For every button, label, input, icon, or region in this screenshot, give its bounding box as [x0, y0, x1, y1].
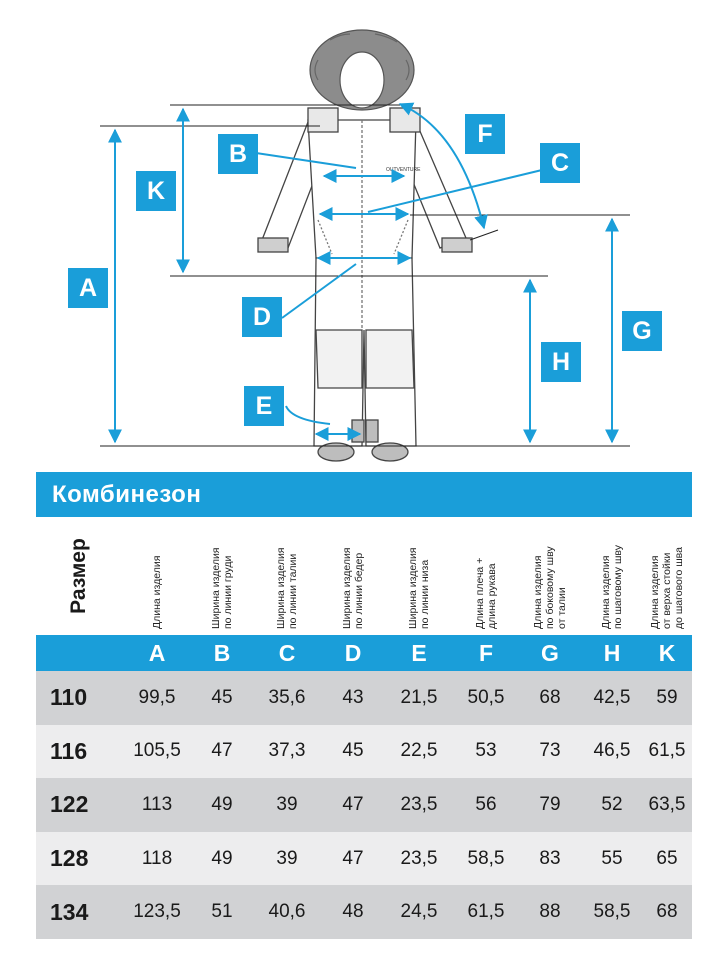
size-cell: 116 [50, 737, 88, 764]
table-body [36, 671, 692, 939]
size-cell: 128 [50, 845, 89, 872]
value-cell: 68 [656, 901, 678, 923]
header-desc: Ширина изделия по линии низа [407, 547, 431, 629]
value-cell: 68 [539, 686, 561, 708]
label-h: H [541, 342, 581, 382]
label-a: A [68, 268, 108, 308]
value-cell: 99,5 [138, 686, 176, 708]
column-letter: E [411, 639, 427, 666]
value-cell: 45 [211, 686, 233, 708]
column-letter: B [213, 639, 231, 666]
header-row [36, 517, 692, 635]
value-cell: 23,5 [400, 847, 438, 869]
value-cell: 105,5 [133, 740, 181, 762]
value-cell: 63,5 [648, 793, 686, 815]
value-cell: 61,5 [467, 901, 505, 923]
size-cell: 110 [50, 684, 88, 711]
column-letter: F [478, 639, 494, 666]
label-c: C [540, 143, 580, 183]
value-cell: 45 [342, 740, 364, 762]
label-e: E [244, 386, 284, 426]
value-cell: 21,5 [400, 686, 438, 708]
value-cell: 65 [656, 847, 678, 869]
header-desc: Длина изделия [151, 555, 163, 629]
value-cell: 123,5 [133, 901, 181, 923]
value-cell: 53 [475, 740, 497, 762]
value-cell: 61,5 [648, 740, 686, 762]
table-row [36, 778, 692, 832]
value-cell: 50,5 [467, 686, 505, 708]
value-cell: 24,5 [400, 901, 438, 923]
header-desc: Длина плеча + длина рукава [474, 557, 498, 629]
jumpsuit-body [258, 108, 472, 461]
header-desc: Длина изделия по боковому шву от талии [532, 546, 568, 629]
value-cell: 47 [211, 740, 233, 762]
value-cell: 47 [342, 793, 364, 815]
value-cell: 118 [141, 847, 173, 869]
table-row [36, 725, 692, 779]
fur-hood [310, 30, 414, 110]
value-cell: 88 [539, 901, 561, 923]
letter-row [36, 635, 692, 671]
column-letter: G [541, 639, 559, 666]
label-b: B [218, 134, 258, 174]
value-cell: 39 [276, 793, 298, 815]
value-cell: 48 [342, 901, 364, 923]
header-desc: Длина изделия по шаговому шву [600, 545, 624, 629]
table-title-bar [36, 472, 692, 517]
header-b [192, 517, 252, 635]
header-h [582, 517, 642, 635]
value-cell: 52 [601, 793, 623, 815]
value-cell: 73 [539, 740, 561, 762]
header-d [322, 517, 384, 635]
header-g [518, 517, 582, 635]
value-cell: 39 [276, 847, 298, 869]
column-letter: D [344, 639, 362, 666]
size-header-cell [36, 517, 122, 635]
value-cell: 113 [141, 793, 173, 815]
header-desc: Ширина изделия по линии груди [210, 547, 234, 629]
jumpsuit-illustration [0, 0, 728, 470]
header-c [252, 517, 322, 635]
value-cell: 42,5 [593, 686, 631, 708]
value-cell: 55 [601, 847, 623, 869]
header-desc: Длина изделия от верха стойки до шагового шва [649, 547, 685, 629]
table-row [36, 885, 692, 939]
header-e [384, 517, 454, 635]
letter-spacer [36, 635, 122, 671]
table-title: Комбинезон [52, 480, 202, 508]
column-letter: H [603, 639, 621, 666]
column-letter: A [148, 639, 166, 666]
size-header: Размер [67, 538, 90, 614]
garment-diagram [0, 0, 728, 470]
header-desc: Ширина изделия по линии бедер [341, 547, 365, 629]
header-desc: Ширина изделия по линии талии [275, 547, 299, 629]
value-cell: 79 [539, 793, 561, 815]
value-cell: 83 [539, 847, 561, 869]
table-row [36, 671, 692, 725]
value-cell: 51 [211, 901, 233, 923]
header-a [122, 517, 192, 635]
column-letter: K [658, 639, 676, 666]
size-cell: 134 [50, 898, 89, 925]
value-cell: 59 [656, 686, 678, 708]
value-cell: 37,3 [268, 740, 306, 762]
label-d: D [242, 297, 282, 337]
label-g: G [622, 311, 662, 351]
label-k: K [136, 171, 176, 211]
value-cell: 22,5 [400, 740, 438, 762]
value-cell: 56 [475, 793, 497, 815]
value-cell: 40,6 [268, 901, 306, 923]
value-cell: 35,6 [268, 686, 306, 708]
brand-logo: OUTVENTURE [386, 167, 421, 173]
header-f [454, 517, 518, 635]
table-row [36, 832, 692, 886]
label-f: F [465, 114, 505, 154]
value-cell: 46,5 [593, 740, 631, 762]
column-letter: C [278, 639, 296, 666]
size-table [36, 472, 692, 939]
value-cell: 49 [211, 793, 233, 815]
value-cell: 58,5 [593, 901, 631, 923]
value-cell: 49 [211, 847, 233, 869]
value-cell: 43 [342, 686, 364, 708]
value-cell: 47 [342, 847, 364, 869]
value-cell: 58,5 [467, 847, 505, 869]
header-k [642, 517, 692, 635]
size-cell: 122 [50, 791, 89, 818]
value-cell: 23,5 [400, 793, 438, 815]
